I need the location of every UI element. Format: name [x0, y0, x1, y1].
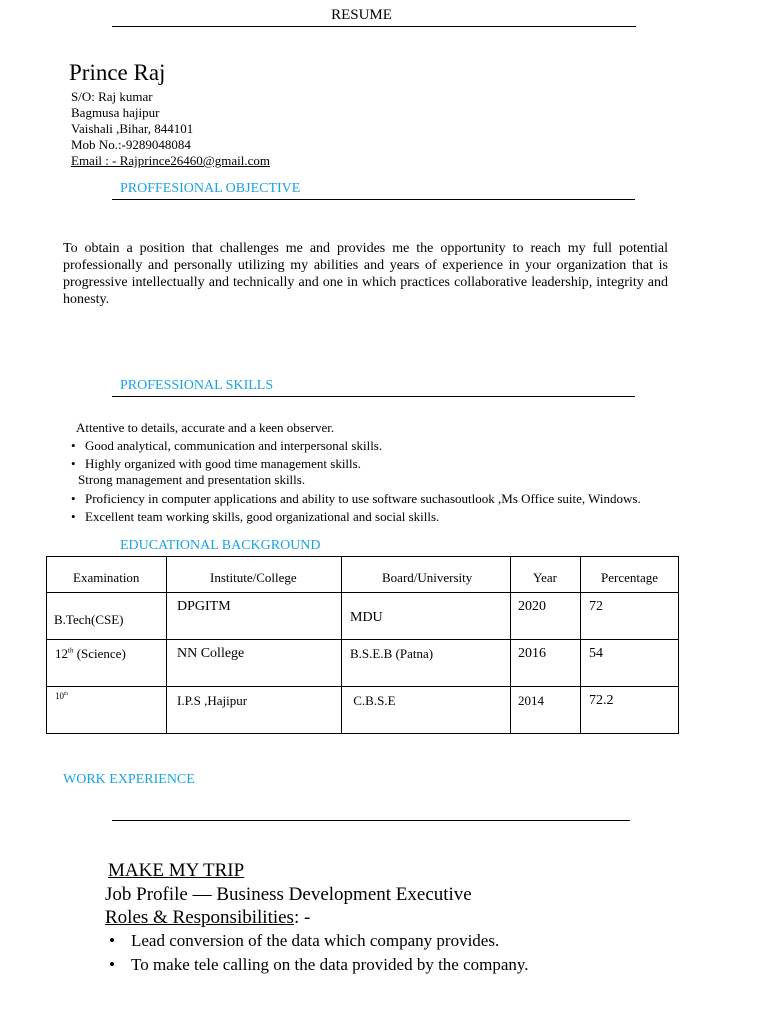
year-cell: 2016 [518, 646, 546, 661]
title-rule [112, 26, 636, 27]
bullet-icon: • [71, 509, 76, 524]
institute-cell: DPGITM [177, 599, 231, 614]
skill-item [71, 491, 641, 507]
bullet-icon: • [109, 955, 115, 974]
objective-heading: PROFFESIONAL OBJECTIVE [120, 181, 301, 196]
bullet-icon: • [71, 438, 76, 453]
percentage-cell: 54 [589, 646, 603, 661]
skill-text: Excellent team working skills, good organizational and social skills. [85, 509, 440, 524]
duty-text: To make tele calling on the data provided by the company. [131, 955, 529, 974]
company-name: MAKE MY TRIP [108, 860, 245, 881]
skill-text: Proficiency in computer applications and ability to use software suchasoutlook ,Ms Office suite, Windows. [85, 491, 641, 506]
board-cell: MDU [350, 610, 383, 625]
column-header: Examination [73, 570, 140, 585]
education-heading: EDUCATIONAL BACKGROUND [120, 538, 321, 553]
objective-rule [112, 199, 635, 200]
column-header: Board/University [382, 570, 473, 585]
table-row [47, 593, 679, 640]
mobile-number: Mob No.:-9289048084 [71, 137, 191, 152]
table-row [47, 687, 679, 734]
board-cell: C.B.S.E [350, 693, 396, 708]
roles-suffix: : - [293, 907, 311, 928]
exam-cell: B.Tech(CSE) [54, 612, 124, 627]
percentage-cell: 72.2 [589, 693, 614, 708]
column-header: Percentage [601, 570, 659, 585]
skill-text: Attentive to details, accurate and a keen observer. [76, 420, 335, 435]
candidate-name: Prince Raj [69, 60, 166, 85]
skill-item [78, 472, 305, 488]
bullet-icon: • [71, 456, 76, 471]
address-line: S/O: Raj kumar [71, 89, 153, 104]
duty-item [109, 955, 529, 975]
column-header: Institute/College [210, 570, 297, 585]
education-table [46, 556, 679, 734]
address-line: Bagmusa hajipur [71, 105, 160, 120]
exam-cell: 12th (Science) [55, 646, 126, 661]
year-cell: 2020 [518, 599, 546, 614]
board-cell: B.S.E.B (Patna) [350, 646, 434, 661]
institute-cell: NN College [177, 646, 245, 661]
column-header: Year [533, 570, 557, 585]
skills-rule [112, 396, 635, 397]
institute-cell: I.P.S ,Hajipur [177, 693, 248, 708]
work-rule [112, 820, 630, 821]
percentage-cell: 72 [589, 599, 603, 614]
work-heading: WORK EXPERIENCE [63, 772, 195, 787]
skill-item [71, 456, 361, 472]
skill-item [71, 438, 382, 454]
skill-item [71, 509, 439, 525]
email-line: Email : - Rajprince26460@gmail.com [71, 153, 270, 168]
exam-cell: 10th [55, 691, 68, 701]
skill-text: Highly organized with good time management skills. [85, 456, 361, 471]
skill-text: Good analytical, communication and interpersonal skills. [85, 438, 383, 453]
roles-label: Roles & Responsibilities [105, 907, 294, 928]
objective-text: To obtain a position that challenges me and provides me the opportunity to reach my full potential professionally and personally utilizing my abilities and years of experience in your organization that is progressive intellectually and technically and one in which practices collaborative leadership, integrity and honesty. [63, 241, 668, 307]
table-row [47, 640, 679, 687]
duty-text: Lead conversion of the data which company provides. [131, 931, 500, 950]
skill-text: Strong management and presentation skills. [78, 472, 306, 487]
skills-heading: PROFESSIONAL SKILLS [120, 378, 274, 393]
table-header-row [47, 557, 679, 593]
duty-item [109, 931, 499, 951]
address-line: Vaishali ,Bihar, 844101 [71, 121, 194, 136]
document-title: RESUME [331, 7, 392, 23]
job-profile: Job Profile — Business Development Executive [105, 884, 472, 905]
bullet-icon: • [109, 931, 115, 950]
skill-item [76, 420, 334, 436]
roles-line [105, 907, 310, 929]
year-cell: 2014 [518, 693, 544, 708]
bullet-icon: • [71, 491, 76, 506]
